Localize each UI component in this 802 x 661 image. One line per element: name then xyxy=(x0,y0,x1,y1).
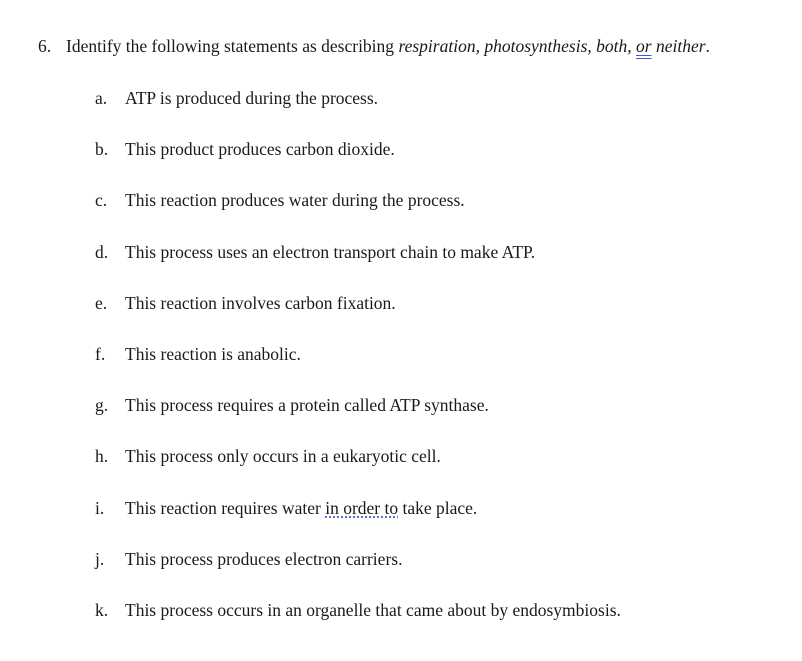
term-neither: neither xyxy=(655,36,706,56)
item-text: This process requires a protein called ATP synthase. xyxy=(125,395,489,416)
item-letter: h. xyxy=(95,446,109,467)
item-text: ATP is produced during the process. xyxy=(125,88,379,108)
item-text: This reaction is anabolic. xyxy=(125,343,301,364)
item-letter: f. xyxy=(95,343,106,364)
item-text-after: take place. xyxy=(398,497,478,518)
item-letter: j. xyxy=(95,548,105,569)
term-or: or xyxy=(636,36,652,56)
item-text: This process uses an electron transport chain to make ATP. xyxy=(125,241,536,262)
list-item xyxy=(95,598,621,649)
item-letter: e. xyxy=(95,292,108,313)
term-respiration: respiration xyxy=(398,36,476,56)
item-letter: i. xyxy=(95,497,105,518)
question-number: 6. xyxy=(38,36,52,56)
prompt-period: . xyxy=(705,36,710,56)
list-item xyxy=(95,547,621,598)
item-letter: a. xyxy=(95,88,108,108)
item-text: This process only occurs in a eukaryotic cell. xyxy=(125,446,441,467)
question-prefix: Identify the following statements as describing xyxy=(66,36,399,56)
separator: , xyxy=(475,36,485,56)
list-item xyxy=(95,137,621,188)
list-item xyxy=(95,444,621,495)
statement-list xyxy=(95,86,621,649)
item-letter: g. xyxy=(95,395,109,416)
item-letter: d. xyxy=(95,241,109,262)
item-letter: k. xyxy=(95,599,109,620)
term-photosynthesis: photosynthesis xyxy=(484,36,588,56)
item-text: This reaction involves carbon fixation. xyxy=(125,292,396,313)
item-text: This process produces electron carriers. xyxy=(125,548,403,569)
list-item xyxy=(95,291,621,342)
separator: , xyxy=(587,36,597,56)
item-text: This process occurs in an organelle that came about by endosymbiosis. xyxy=(125,599,621,620)
item-text-before: This reaction requires water xyxy=(125,497,326,518)
list-item xyxy=(95,393,621,444)
grammar-flagged-phrase: in order to xyxy=(325,497,399,518)
list-item xyxy=(95,188,621,239)
item-letter: b. xyxy=(95,139,109,160)
question-prompt xyxy=(38,34,710,58)
item-text: This reaction produces water during the process. xyxy=(125,190,465,211)
list-item xyxy=(95,342,621,393)
separator: , xyxy=(627,36,637,56)
list-item xyxy=(95,86,621,137)
item-text: This product produces carbon dioxide. xyxy=(125,139,395,160)
item-letter: c. xyxy=(95,190,108,211)
list-item xyxy=(95,240,621,291)
term-both: both xyxy=(596,36,628,56)
list-item xyxy=(95,496,621,547)
